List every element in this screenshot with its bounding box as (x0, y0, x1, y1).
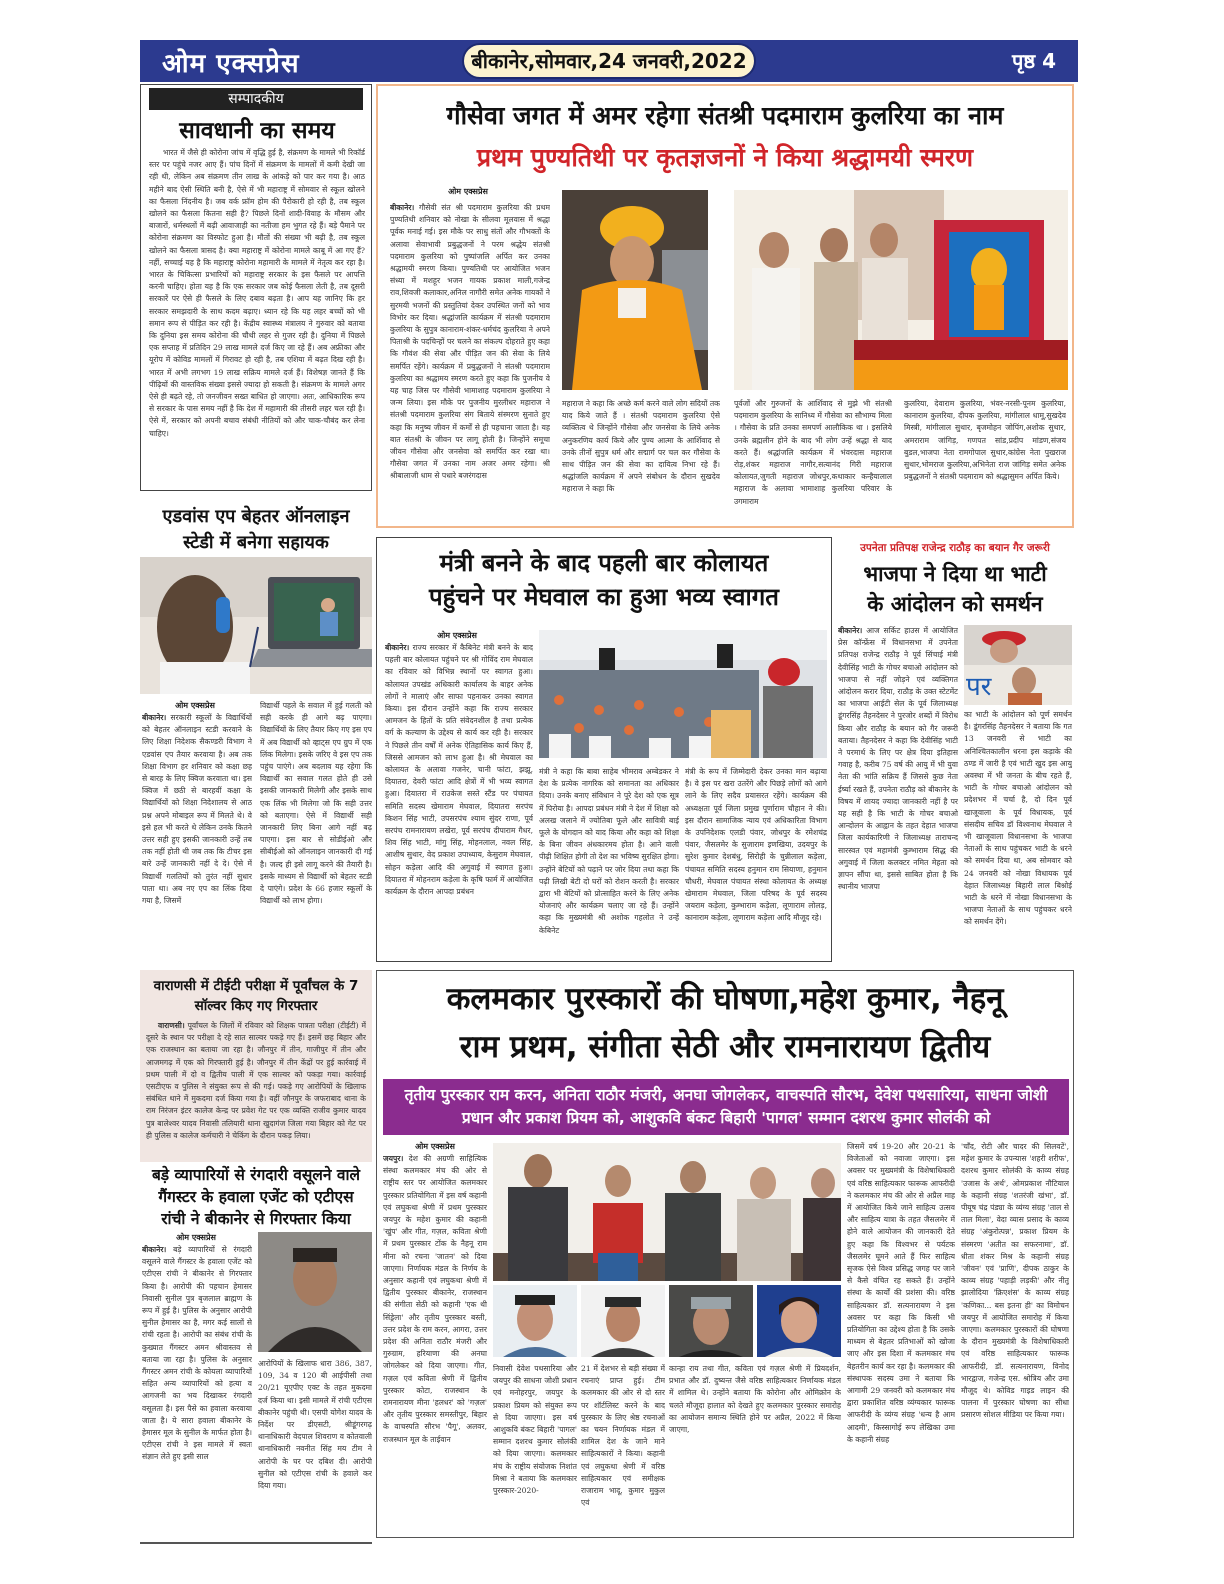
shraddhanjali-ceremony-photo (734, 190, 1068, 390)
varanasi-headline (140, 976, 372, 1016)
gangster-col1 (142, 1244, 252, 1538)
bhati-kicker: उपनेता प्रतिपक्ष राजेन्द्र राठौड़ का बयान गैर जरूरी (860, 542, 1050, 554)
gausewa-dateline: बीकानेर। (390, 203, 415, 212)
bhati-article (836, 537, 1074, 962)
online-study-byline: ओम एक्सप्रेस (175, 700, 215, 710)
gangster-byline: ओम एक्सप्रेस (176, 1232, 216, 1242)
meghwal-headline (377, 546, 831, 614)
gausewa-col1-text: गौसेवी संत श्री पदमाराम कुलरिया की प्रथम पुण्यतिथी शनिवार को नोखा के सीलवा मूलवास में श्रद्धा पूर्वक मनाई गई। इस मौके पर साधु संतों और गौभक्तों के अलावा सेवाभावी प्रबुद्धजनों ने परम श्रद्धेय संतश्री पदमाराम कुलरिया को पुष्पांजलि अर्पित कर उनका श्रद्धामयी स्मरण किया। पुण्यतिथी पर आयोजित भजन संध्या में मशहूर भजन गायक प्रकाश माली,गजेन्द्र राव,शिवजी कलाकार,अनिल नागौरी समेत अनेक गायकों ने सुरमयी भजनों की प्रस्तुतियां देकर उपस्थित जनों को भाव विभोर कर दिया। श्रद्धांजलि कार्यक्रम में संतश्री पदमाराम कुलरिया के सुपुत्र कानाराम-शंकर-धर्मचंद कुलरिया ने अपने पिताश्री के पदचिन्हों पर चलने का संकल्प दोहराते हुए कहा कि गौवंश की सेवा और पीड़ित जन की सेवा के लिये समर्पित रहेंगे। कार्यक्रम में प्रबुद्धजनों ने संतश्री पदमाराम कुलरिया का श्रद्धामय स्मरण करते हुए कहा कि पुजनीय वे यह चाह जिस पर गौसेवी भामाशाह पदमाराम कुलरिया ने जन्म लिया। इस मौके पर पुजनीय मुरलीधर महाराज ने संतश्री पदमाराम कुलरिया संग बिताये संस्मरण सुनाते हुए कहा कि मनुष्य जीवन में कर्मों से ही पहचाना जाता है। यह बात संतश्री के जीवन पर लागू होती है। जिन्होंने समूचा जीवन गौसेवा और जनसेवा को समर्पित कर रखा था। गौसेवा जगत में उनका नाम अजर अमर रहेगा। श्री श्रीबालाजी धाम से पधारे बजरंगदास (390, 203, 550, 481)
gangster-col2: आरोपियों के खिलाफ धारा 386, 387, 109, 34 व 120 बी आईपीसी तथा 20/21 यूएपीए एक्ट के तहत मुकदमा दर्ज किया था। इसी मामले में रांची एटीएस बीकानेर पहुंची थी। एसपी योगेश यादव के निर्देश पर डीएसटी, श्रीडूंगरगढ़ थानाधिकारी वेदपाल शिवराण व कोतवाली थानाधिकारी नवनीत सिंह मय टीम ने आरोपी के घर पर दबिश दी। आरोपी सुनील को एटीएस रांची के हवाले कर दिया गया। (258, 1359, 372, 1491)
varanasi-body-text: पूर्वांचल के जिलों में रविवार को शिक्षक पात्रता परीक्षा (टीईटी) में दूसरे के स्थान पर परीक्षा दे रहे सात साल्वर पकड़े गए हैं। इसमें छह बिहार और एक राजस्थान का बताया जा रहा है। जौनपुर में तीन, गाजीपुर में तीन और आजमगढ़ में एक को गिरफ्तारी हुई है। जौनपुर में तीन केंद्रों पर हुई कार्रवाई में प्रथम पाली में दो व द्वितीय पाली में एक साल्वर को पकड़ा गया। कार्रवाई एसटीएफ व पुलिस ने संयुक्त रूप से की गई। पकड़े गए आरोपियों के खिलाफ संबंधित थाने में मुकदमा दर्ज किया गया है। वहीं जौनपुर के जफराबाद थाना के राम निरंजन इंटर कालेज केन्द्र पर प्रवेश गेट पर एक व्यक्ति राजीव कुमार यादव पुत्र बालेश्वर यादव निवासी तलियारी थाना खुदागंज जिला गया बिहार को गेट पर ही पुलिस व कालेज कर्मचारी ने चेकिंग के दौरान पकड़ लिया। (146, 1021, 366, 1140)
gangster-headline-line1: बड़े व्यापारियों से रंगदारी वसूलने वाले (151, 1166, 361, 1184)
kalamkar-col1 (383, 1153, 487, 1533)
varanasi-headline-line1: वाराणसी में टीईटी परीक्षा में पूर्वांचल के 7 (153, 978, 359, 994)
page-number: पृष्ठ 4 (1011, 49, 1056, 73)
online-study-headline (140, 504, 372, 556)
winner-photo-2 (581, 1285, 665, 1357)
editorial-title: सावधानी का समय (179, 118, 335, 144)
meghwal-col2: मंत्री ने कहा कि बाबा साहेब भीमराव अम्बेडकर ने देश के प्रत्येक नागरिक को समानता का अधिकार दिया। उनके बनाए संविधान ने पूरे देश को एक सूत्र में पिरोया है। आपदा प्रबंधन मंत्री ने देश में शिक्षा को अलख जलाने में ज्योतिबा फूले और सावित्री बाई फूले के योगदान को याद किया और कहा को शिक्षा के बिना जीवन अंधकारमय होता है। आने वाली पीढ़ी शिक्षित होगी तो देश का भविष्य सुरक्षित होगा। उन्होंने बेटियों को पढ़ाने पर जोर दिया तथा कहा कि पढ़ी लिखी बेटी दो घरों को रोशन करती है। सरकार द्वारा भी बेटियों को प्रोत्साहित करने के लिए अनेक योजनाएं और कार्यक्रम चलाए जा रहे हैं। उन्होंने कहा कि मुख्यमंत्री श्री अशोक गहलोत ने उन्हें केबिनेट (539, 767, 679, 935)
varanasi-dateline: वाराणसी। (158, 1021, 185, 1030)
online-study-dateline: बीकानेर। (142, 713, 167, 722)
gausewa-subheadline: प्रथम पुण्यतिथी पर कृतज्ञजनों ने किया श्रद्धामयी स्मरण (476, 143, 974, 172)
bhati-col1-text: आज सर्किट हाउस में आयोजित प्रेस कॉन्फ्रेंस में विधानसभा में उपनेता प्रतिपक्ष राजेन्द्र राठौड़ ने पूर्व सिंचाई मंत्री देवीसिंह भाटी के गोचर बचाओ आंदोलन को भाजपा से नहीं जोड़ने एवं व्यक्तिगत आंदोलन करार दिया, राठौड़ के उक्त स्टेटमेंट का भाजपा आईटी सेल के पूर्व जिलाध्यक्ष डूंगरसिंह तैहनदेसर ने पुरजोर शब्दों में विरोध किया और राठौड़ के बयान को गैर जरूरी बताया। तैहनदेसर ने कहा कि देवीसिंह भाटी ने परमार्थ के लिए पर क्षेत्र दिया इतिहास गवाह है, करीब 75 वर्ष की आयु में भी युवा नेता की भांति सक्रिय हैं जिससे कुछ नेता ईर्ष्या रखते हैं, उपनेता राठौड़ को बीकानेर के विषय में शायद ज्यादा जानकारी नहीं है पर यह सही है कि भाटी के गोचर बचाओ आन्दोलन के आह्वान के तहत देहात भाजपा जिला कार्यकारिणी ने जिलाध्यक्ष ताराचन्द सारस्वत एवं महामंत्री कुम्भाराम सिद्ध की अगुवाई में जिला कलक्टर नमित मेहता को ज्ञापन सौंपा था, इससे साबित होता है कि स्थानीय भाजपा (838, 626, 958, 892)
kalamkar-headline (377, 975, 1073, 1071)
online-study-col2: विद्यार्थी पहले के सवाल में हुई गलती को सही करके ही आगे बढ़ पाएगा। विद्यार्थियों के लिए तैयार किए गए इस एप में अब विद्यार्थी को व्हाट्स एप ग्रुप में एक लिंक मिलेगा। इसके जरिए वे इस एप तक पहुंच पाएंगे। अब बदलाव यह रहेगा कि विद्यार्थी का सवाल गलत होते ही उसे इसकी जानकारी मिलेगी और इसके साथ एक लिंक भी मिलेगा जो कि सही उत्तर को बताएगा। ऐसे में विद्यार्थी सही जानकारी लिए बिना आगे नहीं बढ़ पाएगा। इस बार से सोडीईओ और सीबीईओ को ऑनलाइन जानकारी दी गई है। जल्द ही इसे लागू करने की तैयारी है। इसके माध्यम से विद्यार्थी को बेहतर स्टडी दे पाएंगे। प्रदेश के 66 हजार स्कूलों के विद्यार्थी को लाभ होगा। (260, 701, 372, 906)
kalamkar-headline-line1: कलमकार पुरस्कारों की घोषणा,महेश कुमार, नैहनू (446, 981, 1004, 1017)
meghwal-col1 (385, 642, 533, 958)
gausewa-byline: ओम एक्सप्रेस (448, 186, 488, 196)
gausewa-col4: कुलरिया, देवाराम कुलरिया, भंवर-नरसी-पूनम कुलरिया, कानाराम कुलरिया, दीपक कुलरिया, मांगीलाल धामू,सुखदेव मिस्त्री, मांगीलाल सुथार, बृजमोहन जोपिंग,अशोक सुथार, अमराराम जांगिड़, गणपत सांड,प्रदीप मांडण,संजय बुडल,भाजपा नेता रामगोपाल सुथार,कांग्रेस नेता पुखराज सुथार,भोमराज कुलरिया,अभिनेता राज जांगिड़ समेत अनेक प्रबुद्धजनों ने संतश्री पदमाराम को श्रद्धासुमन अर्पित किये। (904, 399, 1066, 482)
meghwal-headline-line2: पहुंचने पर मेघवाल का हुआ भव्य स्वागत (429, 583, 779, 611)
kalamkar-col1-text: देश की अग्रणी साहित्यिक संस्था कलमकार मंच की ओर से राष्ट्रीय स्तर पर आयोजित कलमकार पुरस्कार प्रतियोगिता में इस वर्ष कहानी एवं लघुकथा श्रेणी में प्रथम पुरस्कार जयपुर के महेश कुमार की कहानी 'खुंप' और गीत, गज़ल, कविता श्रेणी में प्रथम पुरस्कार टोंक के नैहनू राम मीना को रचना 'जातन' को दिया जाएगा। निर्णायक मंडल के निर्णय के अनुसार कहानी एवं लघुकथा श्रेणी में द्वितीय पुरस्कार बीकानेर, राजस्थान की संगीता सेठी को कहानी 'एक थी सिंड्रेला' और तृतीय पुरस्कार बस्ती, उत्तर प्रदेश के राम करन, आगरा, उत्तर प्रदेश की अनिता राठौर मंजरी और गुरुग्राम, हरियाणा की अनघा जोगलेकर को दिया जाएगा। गीत, गज़ल एवं कविता श्रेणी में द्वितीय पुरस्कार कोटा, राजस्थान के रामनारायण मीना 'हलधर' को 'गज़ल' और तृतीय पुरस्कार समस्तीपुर, बिहार के वाचस्पति सौरभ 'पैगू', अलवर, राजस्थान मूल के ताईवान (383, 1154, 487, 1444)
varanasi-article (140, 970, 372, 1162)
gangster-dateline: बीकानेर। (142, 1245, 167, 1254)
online-study-headline-line2: स्टेडी में बनेगा सहायक (183, 532, 329, 553)
bhati-headline-line2: के आंदोलन को समर्थन (867, 592, 1043, 616)
gausewa-col3: पूर्वजों और गुरुजनों के आर्शिवाद से मुझे भी संतश्री पदमाराम कुलरिया के सानिध्य में गौसेवा का सौभाग्य मिला । गौसेवा के प्रति उनका समपर्ण आलौकिक था । इसलिये उनके ब्रह्मलीन होने के बाद भी लोग उन्हें श्रद्धा से याद करते हैं। श्रद्धांजलि कार्यक्रम में भंवरदास महाराज रोड़,शंकर महाराज नागौर,सत्यानंद गिरी महाराज कोलायत,जुगती महाराज जोधपुर,कथाकार कन्हैयालाल महाराज के अलावा भामाशाह कुलरिया परिवार के उगमाराम (734, 399, 892, 506)
meghwal-headline-line1: मंत्री बनने के बाद पहली बार कोलायत (439, 549, 769, 577)
kalamkar-dateline: जयपुर। (383, 1154, 404, 1163)
kalamkar-byline: ओम एक्सप्रेस (415, 1141, 455, 1151)
sant-padmaram-photo (562, 190, 708, 390)
meghwal-byline: ओम एक्सप्रेस (437, 630, 477, 640)
issue-dateline: बीकानेर,सोमवार,24 जनवरी,2022 (462, 43, 756, 79)
svg-text:पर: पर (966, 672, 992, 702)
column-rule (140, 1542, 372, 1544)
bhati-press-photo (964, 625, 1072, 705)
newspaper-name: ओम एक्सप्रेस (162, 49, 300, 79)
online-study-headline-line1: एडवांस एप बेहतर ऑनलाइन (162, 506, 350, 527)
kalamkar-group-photo (493, 1143, 841, 1281)
kalamkar-headline-line2: राम प्रथम, संगीता सेठी और रामनारायण द्वितीय (459, 1029, 991, 1065)
bhati-col1 (838, 625, 958, 959)
winner-photo-4 (757, 1285, 841, 1357)
accused-photo (258, 1232, 372, 1352)
meghwal-col1-text: राज्य सरकार में कैबिनेट मंत्री बनने के बाद पहली बार कोलायत पहुंचने पर श्री गोविंद राम मेघवाल का रविवार को विभिन्न स्थानों पर स्वागत हुआ। कोलायत उपखंड अधिकारी कार्यालय के बाहर अनेक लोगों ने मालाएं और साफा पहनाकर उनका स्वागत किया। इस दौरान उन्होंने कहा कि राज्य सरकार आमजन के हितों के प्रति संवेदनशील है तथा प्रत्येक वर्ग के कल्याण के उद्देश्य से कार्य कर रही है। सरकार ने पिछले तीन वर्षों में अनेक ऐतिहासिक कार्य किए हैं, जिससे आमजन को लाभ हुआ है। श्री मेघवाल का कोलायत के अलावा गजनेर, चानी फांटा, झझू, दियातरा, देवरी फांटा आदि क्षेत्रों में भी भव्य स्वागत हुआ। दियातरा में राउकेज सस्ते स्टैंड पर पंचायत समिति सदस्य खेमाराम मेघवाल, दियातरा सरपंच किशन सिंह भाटी, उपसरपंच श्याम सुंदर राणा, पूर्व सरपंच रामनारायण लखेरा, पूर्व सरपंच दीपाराम गैधर, शिव सिंह भाटी, मांगु सिंह, मोहनलाल, नवल सिंह, आशीष सुथार, वेद प्रकाश उपाध्याय, केसुराम मेघवाल, सोहन कड़ेला आदि की अगुवाई में स्वागत हुआ। दियातरा में मोहनराम कड़ेला के कृषि फार्म में आयोजित कार्यक्रम के दौरान आपदा प्रबंधन (385, 643, 533, 897)
editorial-section (140, 84, 372, 491)
gausewa-article (376, 84, 1074, 528)
kalamkar-col2: निवासी देवेश पथसारिया और जयपुर की साधना जोशी प्रधान एवं मनोहरपुर, जयपुर के प्रकाश प्रियम को संयुक्त रूप से दिया जाएगा। इस वर्ष आशुकवि बंकट बिहारी 'पागल' सम्मान दशरथ कुमार सोलंकी को दिया जाएगा। कलमकार मंच के राष्ट्रीय संयोजक निशांत मिश्रा ने बताया कि कलमकार पुरस्कार-2020- (493, 1364, 577, 1496)
gangster-headline-line3: रांची ने बीकानेर से गिरफ्तार किया (161, 1210, 351, 1228)
editorial-body: भारत में जैसे ही कोरोना जांच में वृद्धि हुई है, संक्रमण के मामले भी रिकॉर्ड स्तर पर पहुंचे नजर आए हैं। पांच दिनों में संक्रमण के मामलों में कमी देखी जा रही थी, लेकिन अब संक्रमण तीन लाख के आंकड़े को पार कर गया है। आठ महीने बाद ऐसी स्थिति बनी है, ऐसे में भी महाराष्ट्र में सोमवार से स्कूल खोलने का फैसला निंदनीय है। जब वर्क फ्रॉम होम की पैरोकारी हो रही है, तब स्कूल खोलने का फैसला कितना सही है? पिछले दिनों शादी-विवाह के मौसम और बाजारों, धर्मस्थलों में बढ़ी आवाजाही का नतीजा हम भुगत रहे हैं। बड़े पैमाने पर कोरोना संक्रमण का विस्फोट हुआ है। मौतों की संख्या भी बढ़ी है, तब स्कूल खोलने का फैसला त्रासद है। क्या महाराष्ट्र में कोरोना मामले काबू में आ गए हैं? नहीं, सच्चाई यह है कि महाराष्ट्र कोरोना महामारी के मामले में नेतृत्व कर रहा है। भारत के चिकित्सा प्रभारियों को महाराष्ट्र सरकार के इस फैसले पर आपत्ति करनी चाहिए। होता यह है कि एक सरकार जब कोई फैसला लेती है, तब दूसरी सरकारें पर ऐसे ही फैसले के लिए दबाव बढ़ता है। आप यह जानिए कि हर सरकार समझदारी के साथ कदम बढ़ाए। ध्यान रहे कि यह लहर बच्चों को भी समान रूप से पीड़ित कर रही है। केंद्रीय स्वास्थ्य मंत्रालय ने गुरुवार को बताया कि दुनिया इस समय कोरोना की चौथी लहर से गुजर रही है। दुनिया में पिछले एक सप्ताह में प्रतिदिन 29 लाख मामले दर्ज किए जा रहे हैं। अब अफ्रीका और यूरोप में कोविड मामलों में गिरावट हो रही है, तब एशिया में बढ़त दिख रही है। भारत में अभी लगभग 19 लाख सक्रिय मामले दर्ज हैं। विशेषज्ञ जानते हैं कि पीढ़ियों की वास्तविक संख्या इससे ज्यादा हो सकती है। संक्रमण के मामले अगर ऐसे ही बढ़ते रहे, तो जनजीवन सख्त बाधित हो जाएगा। अतः, आधिकारिक रूप से सरकार के पास समय नहीं है कि देश में महामारी की तीसरी लहर चल रही है। ऐसे में, सरकार को अपनी बचाव संबंधी नीतियों को और चाक-चौबंद कर लेना चाहिए। (149, 148, 365, 438)
bhati-headline-line1: भाजपा ने दिया था भाटी (863, 562, 1047, 586)
bhati-dateline: बीकानेर। (838, 626, 863, 635)
editorial-tag: सम्पादकीय (149, 88, 363, 110)
varanasi-headline-line2: सॉल्वर किए गए गिरफ्तार (194, 998, 318, 1014)
online-study-photo (140, 557, 372, 694)
meghwal-dateline: बीकानेर। (385, 643, 410, 652)
gangster-headline-line2: गैंगस्टर के हवाला एजेंट को एटीएस (158, 1188, 354, 1206)
gangster-col1-text: बड़े व्यापारियों से रंगदारी वसूलने वाले गैंगस्टर के हवाला एजेंट को एटीएस रांची ने बीकानेर से गिरफ्तार किया है। आरोपी की पहचान हेमासर निवासी सुनील पुत्र बृजलाल ब्राह्मण के रूप में हुई है। पुलिस के अनुसार आरोपी सुनील हेमासर का है, मगर कई सालों से रांची रहता है। आरोपी का संबंध रांची के कुख्यात गैंगस्टर अमन श्रीवास्तव से बताया जा रहा है। पुलिस के अनुसार गैंगस्टर अमन रांची के कोयला व्यापारियों सहित अन्य व्यापारियों को हत्या व आगजनी का भय दिखाकर रंगदारी वसूलता है। इस पैसे का हवाला करवाया जाता है। ये सारा हवाला बीकानेर के हेमासर मूल के सुनील के मार्फत होता है। एटीएस रांची ने इस मामले में स्वतः संज्ञान लेते हुए इसी साल (142, 1245, 252, 1462)
bhati-col2: का भाटी के आंदोलन को पूर्ण समर्थन है। डूंगरसिंह तैहनदेसर ने बताया कि गत 13 जनवरी से भाटी का अनिश्चितकालीन धरना इस कड़ाके की ठण्ड में जारी है एवं भाटी खुद इस आयु अवस्था में भी जनता के बीच रहते हैं, भाटी के गोचर बचाओ आंदोलन को प्रदेशभर में चर्चा है, दो दिन पूर्व खाजूवाला के पूर्व विधायक, पूर्व संसदीय सचिव डॉ विश्वनाथ मेघवाल ने भी खाजूवाला विधानसभा के भाजपा नेताओं के साथ पहुंचकर भाटी के धरने को समर्थन दिया था, अब सोमवार को 24 जनवरी को नोखा विधायक पूर्व देहात जिलाध्यक्ष बिहारी लाल बिश्नोई भाटी के धरने में नोखा विधानसभा के भाजपा नेताओं के साथ पहुंचकर धरने को समर्थन देंगे। (964, 710, 1072, 927)
kalamkar-col4: कान्हा राय तथा गीत, कविता एवं गज़ल श्रेणी में प्रियदर्शन, प्रभात और डॉ. दुष्यन्त जैसे वरिष्ठ साहित्यकार निर्णायक मंडल में शामिल थे। उन्होंने बताया कि कोरोना और ओमिक्रोन के चलते मौजूदा हालात को देखते हुए कलमकार पुरस्कार समारोह का आयोजन समान्य स्थिति होने पर अप्रैल, 2022 में किया जाएगा, (669, 1364, 841, 1435)
meghwal-article (376, 537, 832, 962)
kalamkar-banner: तृतीय पुरस्कार राम करन, अनिता राठौर मंजरी, अनघा जोगलेकर, वाचस्पति सौरभ, देवेश पथसारिया, साधना जोशी प्रधान और प्रकाश प्रियम को, आशुकवि बंकट बिहारी 'पागल' सम्मान दशरथ कुमार सोलंकी को (383, 1079, 1069, 1135)
gangster-headline (140, 1164, 372, 1230)
varanasi-body (146, 1020, 366, 1158)
meghwal-rally-photo (539, 630, 827, 758)
winner-photo-3 (669, 1285, 753, 1357)
kalamkar-col6: 'चाँद, रोटी और चादर की सिलवटें', महेश कुमार के उपन्यास 'शहरी शरीफ', दशरथ कुमार सोलंकी के काव्य संग्रह 'उजास के अर्थ', ओमप्रकाश नौटियाल के कहानी संग्रह 'शतरंजी खंभा', डॉ. पीयूष चंद्र पंड्या के व्यंग्य संग्रह 'ताल से ताल मिला', वेदा व्यास प्रसाद के काव्य संग्रह 'अंकुरोत्पन्न', प्रकाश प्रियम के संस्मरण 'अतीत का सफरनामा', डॉ. धीता शंकर मिश्र के कहानी संग्रह 'जीवन' एवं 'प्राणि', दीपक ठाकुर के काव्य संग्रह 'पहाड़ी लड़की' और नीतू झालोदिया 'क्रिएशंस' के काव्य संग्रह 'कणिका... बस इतना ही' का विमोचन जयपुर में आयोजित समारोह में किया जाएगा। कलमकार पुरस्कारों की घोषणा के दौरान मुख्यमंत्री के विशेषाधिकारी एवं वरिष्ठ साहित्यकार फारूक आफरीदी, डॉ. सत्यनारायण, विनोद भारद्वाज, गजेन्द्र एस. श्रोत्रिय और उमा मौजूद थे। कोविड गाइड लाइन की पालना में पुरस्कार घोषणा का सीधा प्रसारण सोशल मीडिया पर किया गया। (961, 1142, 1069, 1420)
bhati-headline (836, 559, 1074, 619)
online-study-col1-text: सरकारी स्कूलों के विद्यार्थियों को बेहतर ऑनलाइन स्टडी करवाने के लिए शिक्षा निदेशक सैकण्डरी विभाग ने एडवांस एप तैयार करवाया है। अब तक शिक्षा विभाग हर शनिवार को कक्षा छह से बारह के लिए क्विज करवाता था। इस क्विज में छठी से बारहवीं कक्षा के विद्यार्थियों को शिक्षा निदेशालय से आठ प्रश्न अपने मोबाइल रूप में मिलते थे। वे इसे हल भी करते थे लेकिन उनके कितने उत्तर सही हुए इसकी जानकारी उन्हें तब तक नहीं होती थी जब तक कि टीचर इस बारे उन्हें जानकारी नहीं दे दे। ऐसे में विद्यार्थी गलतियों को तुरंत नहीं सुधार पाता था। अब नए एप का लिंक दिया गया है, जिसमें (142, 713, 252, 906)
masthead (140, 40, 1078, 82)
gausewa-headline: गौसेवा जगत में अमर रहेगा संतश्री पदमाराम कुलरिया का नाम (446, 101, 1004, 130)
kalamkar-col5: जिसमें वर्ष 19-20 और 20-21 के विजेताओं को नवाजा जाएगा। इस अवसर पर मुख्यमंत्री के विशेषाधिकारी एवं वरिष्ठ साहित्यकार फारूक आफरीदी ने कलमकार मंच की ओर से अप्रैल माह में आयोजित किये जाने साहित्य उत्सव और साहित्य यात्रा के तहत जैसलमेर में होने वाले आयोजन की जानकारी देते हुए कहा कि विश्वभर से पर्यटक जैसलमेर घूमने आते हैं फिर साहित्य सृजक ऐसे विश्व प्रसिद्ध जगह पर जाने से कैसे वंचित रह सकते हैं। उन्होंने संस्था के कार्यों की प्रशंसा की। वरिष्ठ साहित्यकार डॉ. सत्यनारायण ने इस अवसर पर कहा कि किसी भी प्रतियोगिता का उद्देश्य होता है कि उसके माध्यम से बेहतर प्रतिभाओं को खोजा जाए और इस दिशा में कलमकार मंच बेहतरीन कार्य कर रहा है। कलमकार की संस्थापक सदस्य उमा ने बताया कि आगामी 29 जनवरी को कलमकार मंच द्वारा प्रकाशित वरिष्ठ व्यंग्यकार फारूक आफरीदी के व्यंग्य संग्रह 'धन्य है आम आदमी', किस्सागोई रूप लेखिका उमा के कहानी संग्रह (847, 1142, 955, 1444)
gausewa-col1 (390, 202, 550, 524)
online-study-col1 (142, 712, 252, 960)
kalamkar-col3: 21 में देशभर से बड़ी संख्या में रचनाएं प्राप्त हुई। टीम कलमकार की ओर से दो स्तर पर शॉर्टलिस्ट करने के बाद पुरस्कार के लिए श्रेष्ठ रचनाओं का चयन निर्णायक मंडल में शामिल देश के जाने माने साहित्यकारों ने किया। कहानी एवं लघुकथा श्रेणी में वरिष्ठ साहित्यकार एवं समीक्षक राजाराम भादू, कुमार मुकुल एवं (581, 1364, 665, 1508)
winner-photo-1 (493, 1285, 577, 1357)
kalamkar-article (376, 970, 1074, 1538)
gausewa-col2: महाराज ने कहा कि अच्छे कर्म करने वाले लोग सदियों तक याद किये जाते हैं । संतश्री पदमाराम कुलरिया ऐसे व्यक्तित्व थे जिन्होंने गौसेवा और जनसेवा के लिये अनेक अनुकरणिय कार्य किये और पुण्य आत्मा के आर्शिवाद से उनके तीनों सुपुत्र धर्म और सद्मार्ग पर चल कर गौसेवा के साथ पीड़ित जन की सेवा का दायित्व निभा रहे हैं। श्रद्धांजलि कार्यक्रम में अपने संबोधन के दौरान सुखदेव महाराज ने कहा कि (562, 399, 720, 494)
meghwal-col3: मंत्री के रूप में जिम्मेदारी देकर उनका मान बढ़ाया है। वे इस पर खरा उतरेंगे और पिछड़े लोगों को आगे लाने के लिए सदैव प्रयासरत रहेंगे। कार्यक्रम की अध्यक्षता पूर्व जिला प्रमुख पूर्णाराम चौहान ने की। इस दौरान सामाजिक न्याय एवं अधिकारिता विभाग के उपनिदेशक एलडी पंवार, जोधपुर के रमेशचंद्र पंवार, जैसलमेर के सुजाराम इणखिया, उदयपुर के सुरेश कुमार देशबंधु, सिरोही के चुन्नीलाल कड़ेला, पंचायत समिति सदस्य हनुमान राम सियाणा, हनुमान चौधरी, मेघवाल पंचायत संस्था कोलायत के अध्यक्ष खेमाराम मेघवाल, जिला परिषद के पूर्व सदस्य जयराम कड़ेला, कुम्भाराम कड़ेला, लूणाराम लोलड़, कानाराम कड़ेला, लूणाराम कड़ेला आदि मौजूद रहे। (685, 767, 827, 923)
